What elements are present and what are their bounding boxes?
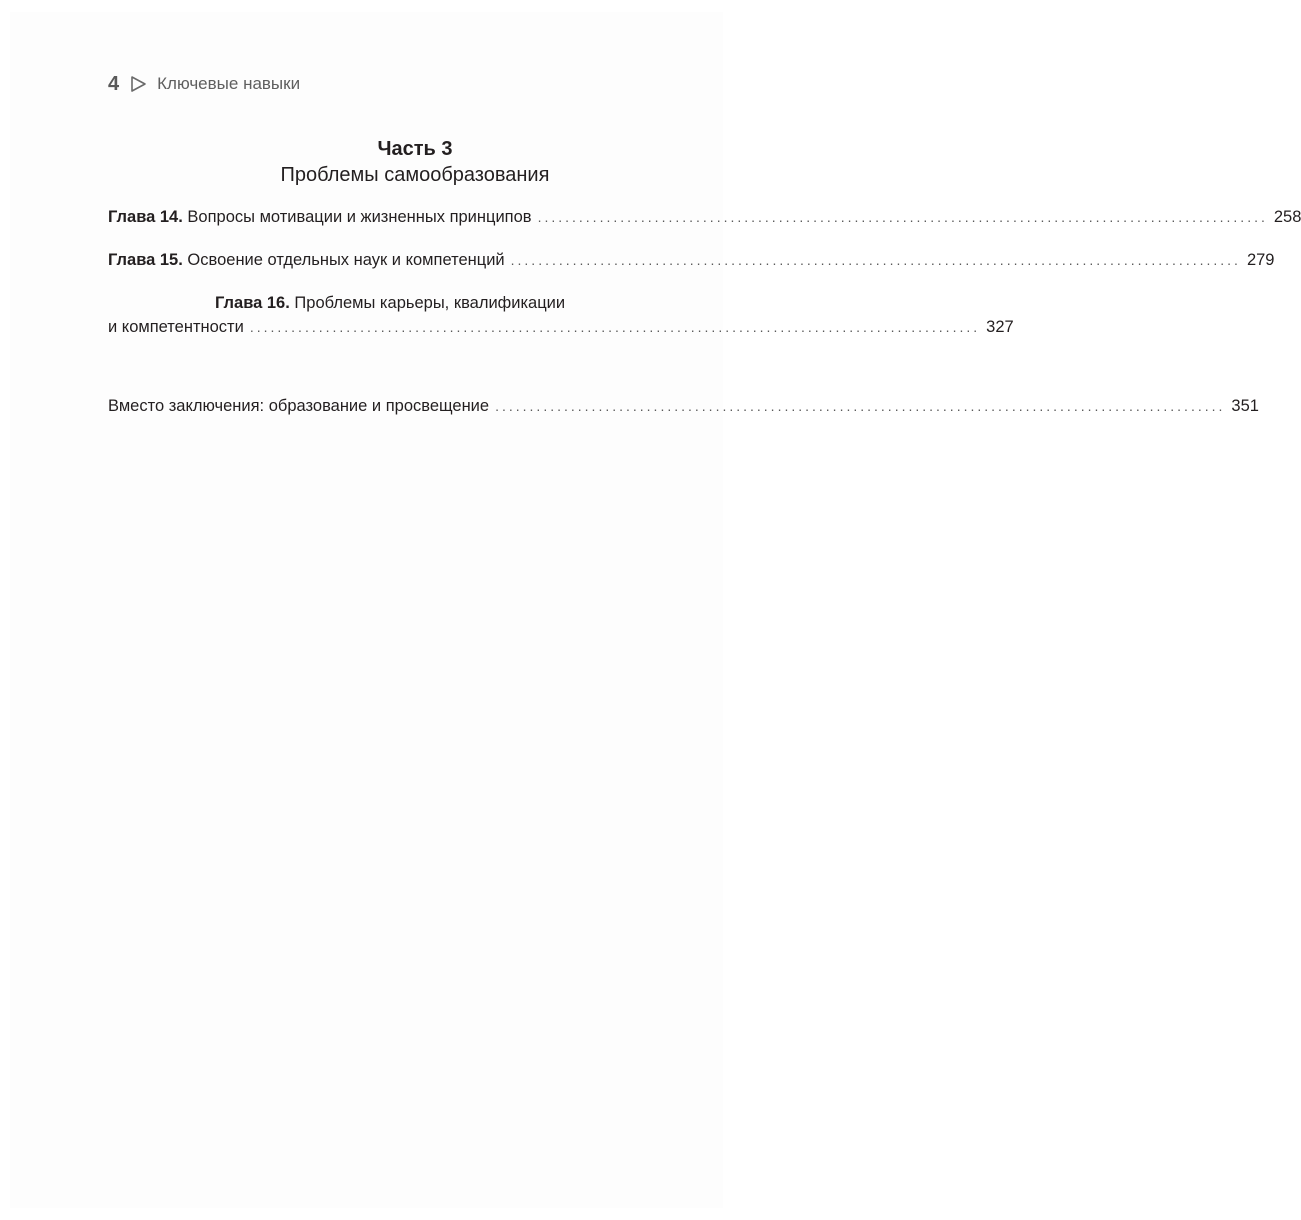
dot-leader: .......................................................................................................... <box>537 209 1268 225</box>
page-reference: 351 <box>1231 397 1259 415</box>
chapter-title-line2: и компетентности <box>108 318 244 336</box>
chapter-title-line1: Проблемы карьеры, квалификации <box>294 294 566 312</box>
dot-leader: .......................................................................................................... <box>495 398 1226 414</box>
page-number: 4 <box>108 72 120 95</box>
chapter-title: Вопросы мотивации и жизненных принципов <box>187 208 532 226</box>
toc-entry-chapter-16[interactable] <box>108 291 1014 339</box>
chapter-number: Глава 15. <box>108 251 183 269</box>
page-reference: 258 <box>1273 208 1301 226</box>
toc-entry-chapter-15[interactable] <box>108 248 1275 272</box>
page-reference: 279 <box>1246 251 1275 269</box>
book-page <box>10 12 723 1208</box>
running-header <box>108 70 300 98</box>
section-title: Ключевые навыки <box>157 74 301 93</box>
triangle-right-outline-icon <box>129 75 147 93</box>
chapter-number: Глава 14. <box>108 208 183 226</box>
dot-leader: .......................................................................................................... <box>510 252 1241 268</box>
part-label: Часть 3 <box>377 138 453 160</box>
toc-entry-chapter-14[interactable] <box>108 205 1301 229</box>
part-title: Проблемы самообразования <box>280 164 550 186</box>
page-reference: 327 <box>986 318 1014 336</box>
chapter-title: Освоение отдельных наук и компетенций <box>187 251 505 269</box>
toc-entry-conclusion[interactable] <box>108 394 1259 418</box>
part-heading <box>108 136 722 188</box>
dot-leader: .......................................................................................................... <box>249 319 981 335</box>
conclusion-title: Вместо заключения: образование и просвещение <box>108 397 490 415</box>
chapter-number: Глава 16. <box>215 294 290 312</box>
